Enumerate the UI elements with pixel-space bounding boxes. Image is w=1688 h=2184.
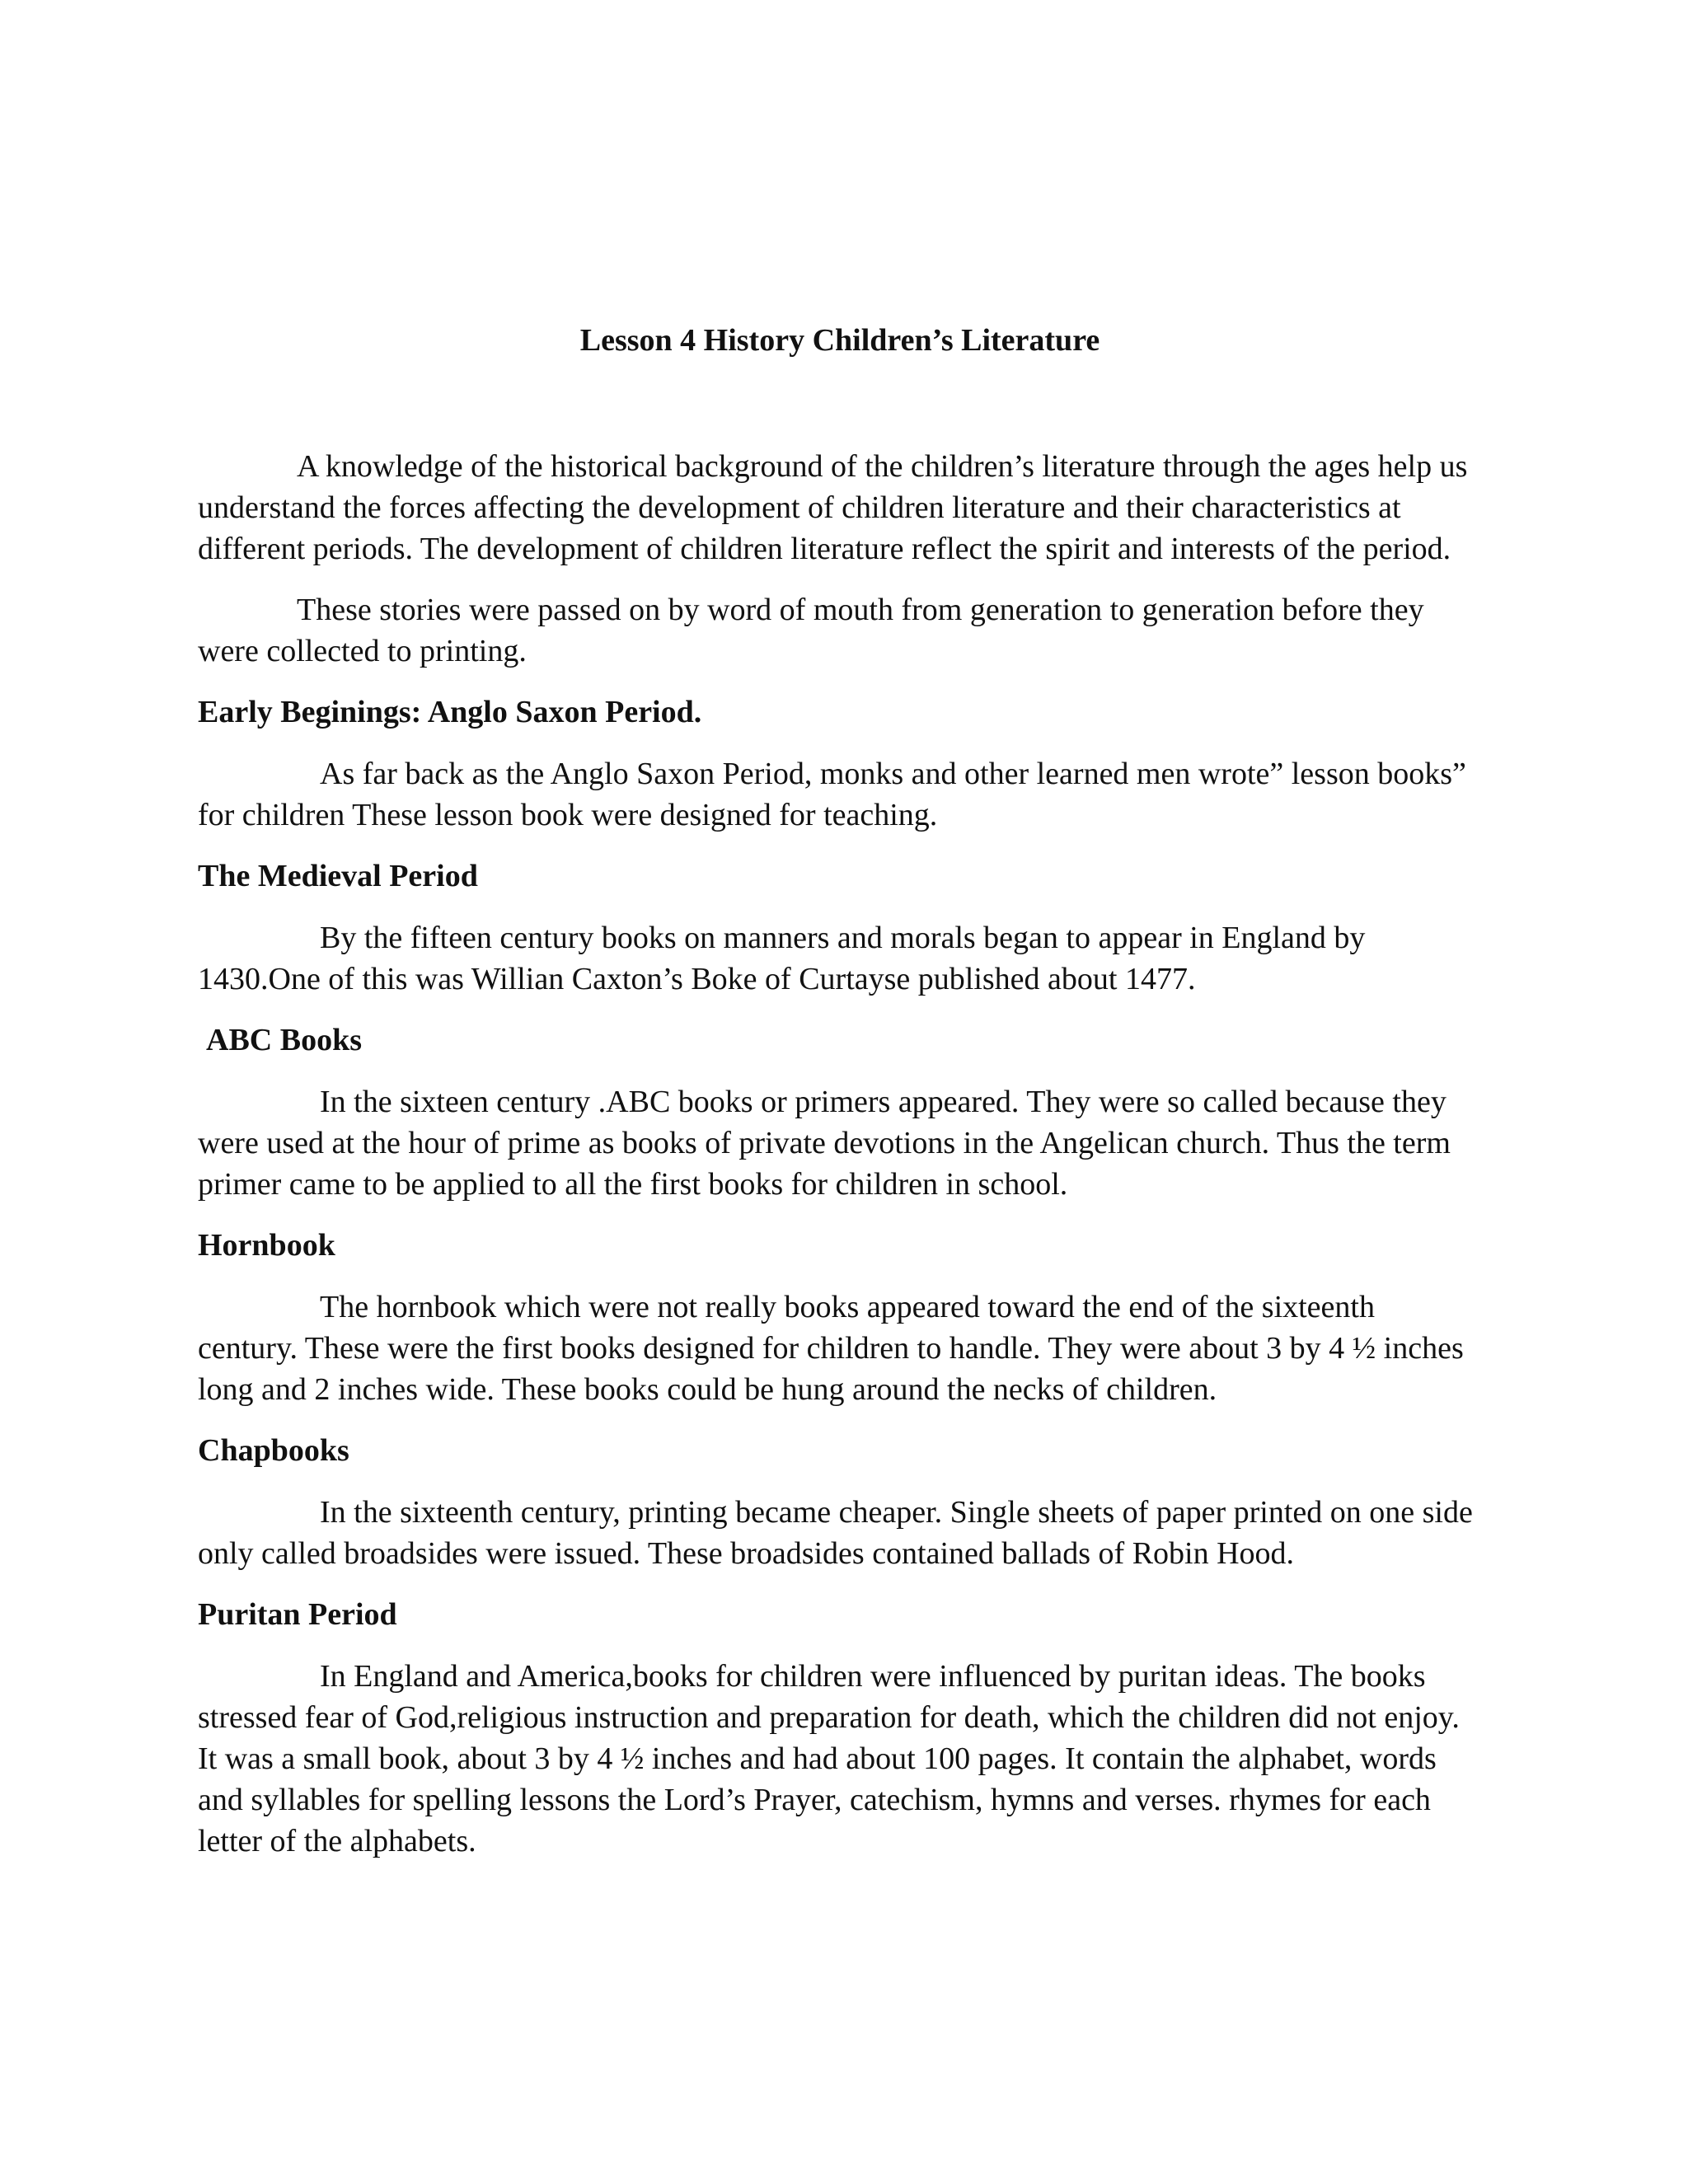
section-heading-puritan: Puritan Period — [198, 1597, 397, 1632]
intro-paragraph-1: A knowledge of the historical background of the children’s literature through the ages help us understand the forces affecting the development of children literature and their characteristics at different periods. The development of children literature reflect the spirit and interests of the period. — [198, 449, 1468, 566]
section-heading-hornbook: Hornbook — [198, 1228, 335, 1263]
section-text-hornbook: The hornbook which were not really books appeared toward the end of the sixteenth century. These were the first books designed for children to handle. They were about 3 by 4 ½ inches long and 2 inches wide. These books could be hung around the necks of children. — [198, 1290, 1464, 1407]
page-title: Lesson 4 History Children’s Literature — [579, 323, 1100, 358]
section-heading-medieval: The Medieval Period — [198, 859, 478, 893]
section-text-puritan: In England and America,books for children were influenced by puritan ideas. The books stressed fear of God,religious instruction and preparation for death, which the children did not enjoy. It was a small book, about 3 by 4 ½ inches and had about 100 pages. It contain the alphabet, words and syllables for spelling lessons the Lord’s Prayer, catechism, hymns and verses. rhymes for each letter of the alphabets. — [198, 1659, 1460, 1858]
section-heading-abc-books: ABC Books — [206, 1023, 362, 1057]
section-heading-chapbooks: Chapbooks — [198, 1433, 349, 1468]
section-text-medieval: By the fifteen century books on manners and morals began to appear in England by 1430.One of this was Willian Caxton’s Boke of Curtayse published about 1477. — [198, 921, 1366, 996]
intro-paragraph-2: These stories were passed on by word of mouth from generation to generation before they were collected to printing. — [198, 593, 1424, 668]
section-text-chapbooks: In the sixteenth century, printing became cheaper. Single sheets of paper printed on one side only called broadsides were issued. These broadsides contained ballads of Robin Hood. — [198, 1495, 1473, 1571]
section-heading-anglo-saxon: Early Beginings: Anglo Saxon Period. — [198, 695, 702, 729]
section-text-anglo-saxon: As far back as the Anglo Saxon Period, monks and other learned men wrote” lesson books” for children These lesson book were designed for teaching. — [198, 757, 1466, 832]
section-text-abc-books: In the sixteen century .ABC books or primers appeared. They were so called because they were used at the hour of prime as books of private devotions in the Angelican church. Thus the term primer came to be applied to all the first books for children in school. — [198, 1085, 1451, 1202]
